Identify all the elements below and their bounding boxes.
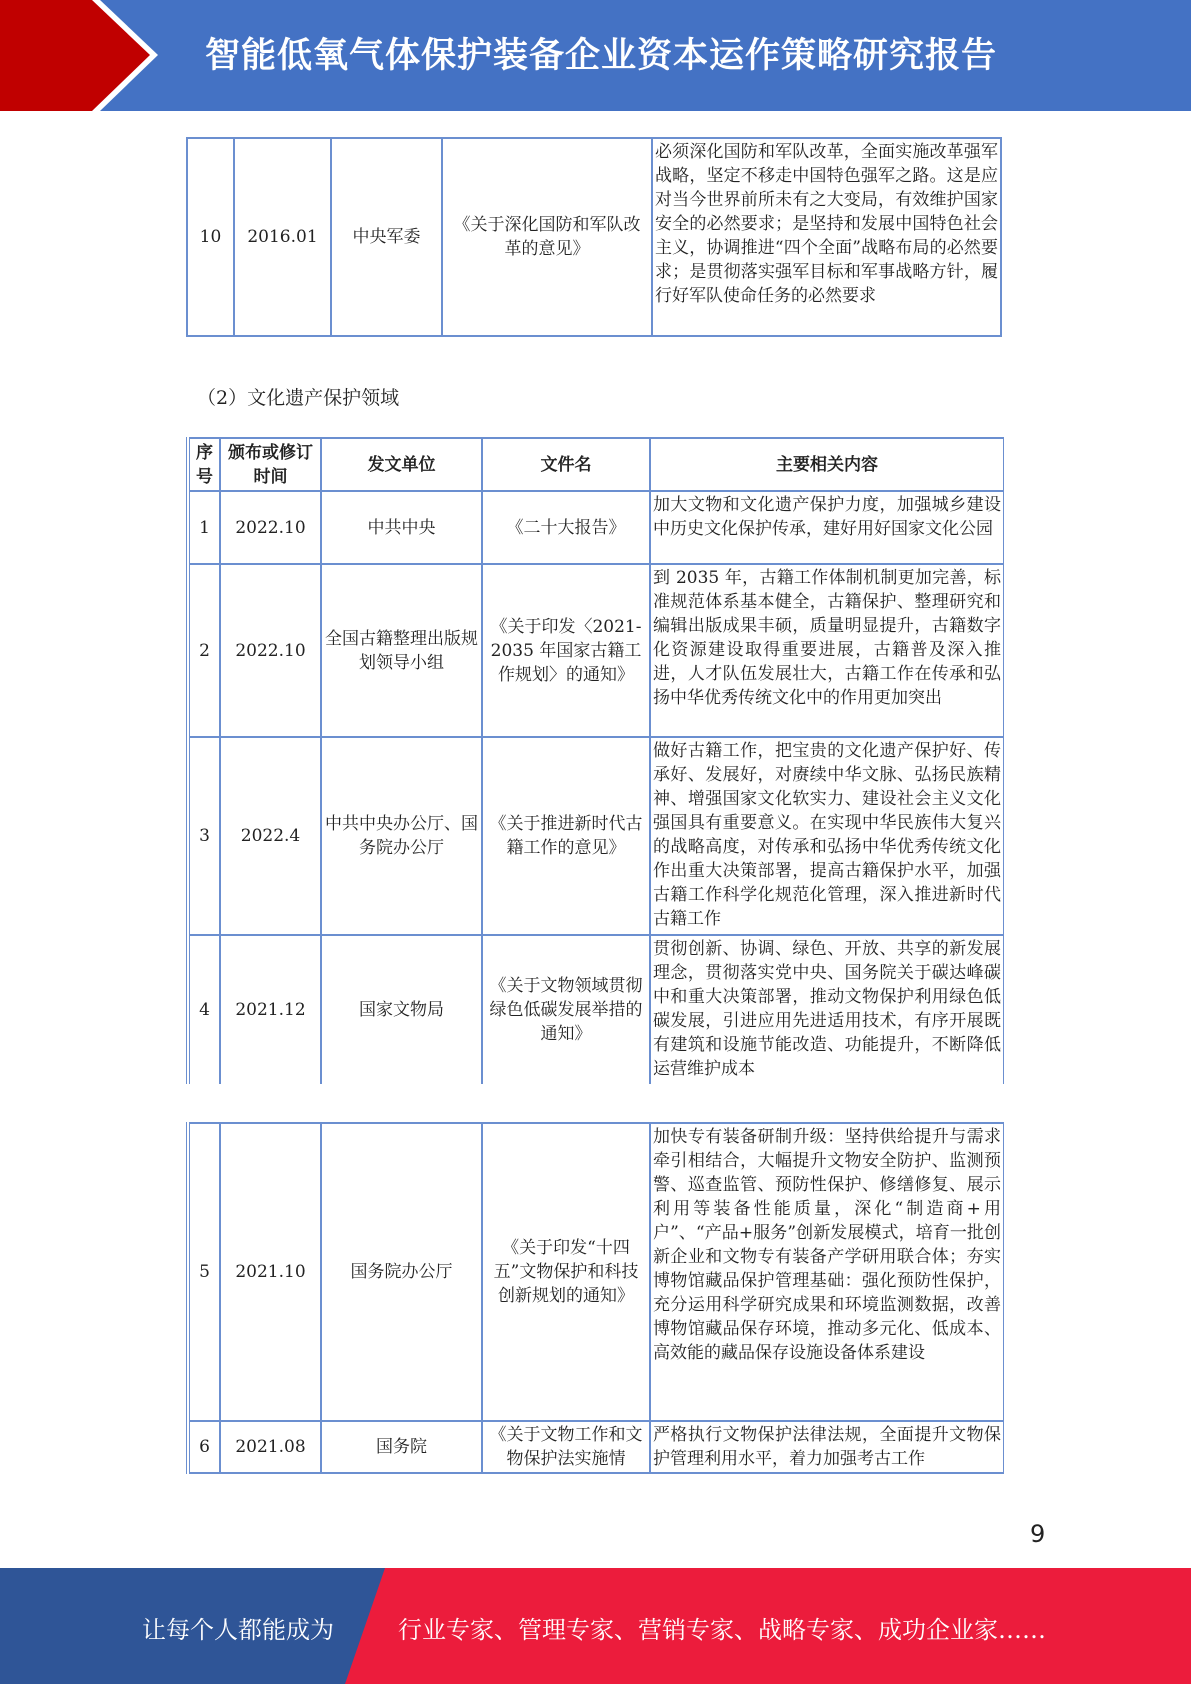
row-unit: 国家文物局 <box>321 935 482 1084</box>
header-document: 文件名 <box>482 438 650 491</box>
row-document: 《关于深化国防和军队改革的意见》 <box>442 138 652 336</box>
header-content: 主要相关内容 <box>650 438 1004 491</box>
header-date: 颁布或修订时间 <box>220 438 321 491</box>
header-unit: 发文单位 <box>321 438 482 491</box>
row-date: 2022.10 <box>220 564 321 737</box>
row-number: 2 <box>188 564 220 737</box>
row-document: 《关于印发“十四五”文物保护和科技创新规划的通知》 <box>482 1123 650 1421</box>
row-number: 4 <box>188 935 220 1084</box>
row-content: 必须深化国防和军队改革，全面实施改革强军战略，坚定不移走中国特色强军之路。这是应对当今世界前所未有之大变局，有效维护国家安全的必然要求；是坚持和发展中国特色社会主义，协调推进“四个全面”战略布局的必然要求；是贯彻落实强军目标和军事战略方针，履行好军队使命任务的必然要求 <box>652 138 1001 336</box>
row-content: 做好古籍工作，把宝贵的文化遗产保护好、传承好、发展好，对赓续中华文脉、弘扬民族精神、增强国家文化软实力、建设社会主义文化强国具有重要意义。在实现中华民族伟大复兴的战略高度，对传承和弘扬中华优秀传统文化作出重大决策部署，提高古籍保护水平，加强古籍工作科学化规范化管理，深入推进新时代古籍工作 <box>650 737 1004 935</box>
row-unit: 中共中央 <box>321 491 482 564</box>
report-title: 智能低氧气体保护装备企业资本运作策略研究报告 <box>205 36 998 76</box>
table-row <box>188 1421 1004 1473</box>
table-row <box>188 564 1004 737</box>
table-heritage <box>186 437 1004 1084</box>
table-heritage-continued-wrap <box>184 1122 1004 1474</box>
row-content: 加大文物和文化遗产保护力度，加强城乡建设中历史文化保护传承，建好用好国家文化公园 <box>650 491 1004 564</box>
row-unit: 中共中央办公厅、国务院办公厅 <box>321 737 482 935</box>
row-unit: 中央军委 <box>331 138 442 336</box>
table-heritage-wrap <box>184 437 1004 1084</box>
row-document: 《二十大报告》 <box>482 491 650 564</box>
table-row <box>188 737 1004 935</box>
table-row <box>188 1123 1004 1421</box>
row-date: 2021.10 <box>220 1123 321 1421</box>
row-document: 《关于推进新时代古籍工作的意见》 <box>482 737 650 935</box>
row-document: 《关于文物工作和文物保护法实施情 <box>482 1421 650 1473</box>
row-unit: 全国古籍整理出版规划领导小组 <box>321 564 482 737</box>
row-date: 2021.12 <box>220 935 321 1084</box>
header-number: 序号 <box>188 438 220 491</box>
header-banner <box>0 0 1191 111</box>
footer-slogan-right: 行业专家、管理专家、营销专家、战略专家、成功企业家…… <box>398 1616 1046 1644</box>
row-number: 5 <box>188 1123 220 1421</box>
row-content: 加快专有装备研制升级：坚持供给提升与需求牵引相结合，大幅提升文物安全防护、监测预警、巡查监管、预防性保护、修缮修复、展示利用等装备性能质量，深化“制造商+用户”、“产品+服务”创新发展模式，培育一批创新企业和文物专有装备产学研用联合体；夯实博物馆藏品保护管理基础：强化预防性保护，充分运用科学研究成果和环境监测数据，改善博物馆藏品保存环境，推动多元化、低成本、高效能的藏品保存设施设备体系建设 <box>650 1123 1004 1421</box>
row-content: 到 2035 年，古籍工作体制机制更加完善，标准规范体系基本健全，古籍保护、整理研究和编辑出版成果丰硕，质量明显提升，古籍数字化资源建设取得重要进展，古籍普及深入推进，人才队伍发展壮大，古籍工作在传承和弘扬中华优秀传统文化中的作用更加突出 <box>650 564 1004 737</box>
footer-banner <box>0 1568 1191 1684</box>
table-heritage-continued <box>186 1122 1004 1474</box>
section-title: （2）文化遗产保护领域 <box>197 387 400 409</box>
row-date: 2016.01 <box>234 138 331 336</box>
row-content: 贯彻创新、协调、绿色、开放、共享的新发展理念，贯彻落实党中央、国务院关于碳达峰碳中和重大决策部署，推动文物保护利用绿色低碳发展，引进应用先进适用技术，有序开展既有建筑和设施节能改造、功能提升，不断降低运营维护成本 <box>650 935 1004 1084</box>
table-row <box>188 935 1004 1084</box>
row-document: 《关于印发〈2021-2035 年国家古籍工作规划〉的通知》 <box>482 564 650 737</box>
row-date: 2022.10 <box>220 491 321 564</box>
row-date: 2022.4 <box>220 737 321 935</box>
row-number: 10 <box>187 138 234 336</box>
row-number: 1 <box>188 491 220 564</box>
table-header-row <box>188 438 1004 491</box>
row-number: 3 <box>188 737 220 935</box>
row-content: 严格执行文物保护法律法规，全面提升文物保护管理利用水平，着力加强考古工作 <box>650 1421 1004 1473</box>
row-date: 2021.08 <box>220 1421 321 1473</box>
page-number: 9 <box>1030 1520 1046 1548</box>
row-unit: 国务院 <box>321 1421 482 1473</box>
row-document: 《关于文物领域贯彻绿色低碳发展举措的通知》 <box>482 935 650 1084</box>
table-row <box>187 138 1001 336</box>
table-row <box>188 491 1004 564</box>
table-military-reform <box>186 137 1002 337</box>
row-unit: 国务院办公厅 <box>321 1123 482 1421</box>
header-arrow <box>0 0 150 111</box>
footer-slogan-left: 让每个人都能成为 <box>142 1616 334 1644</box>
row-number: 6 <box>188 1421 220 1473</box>
